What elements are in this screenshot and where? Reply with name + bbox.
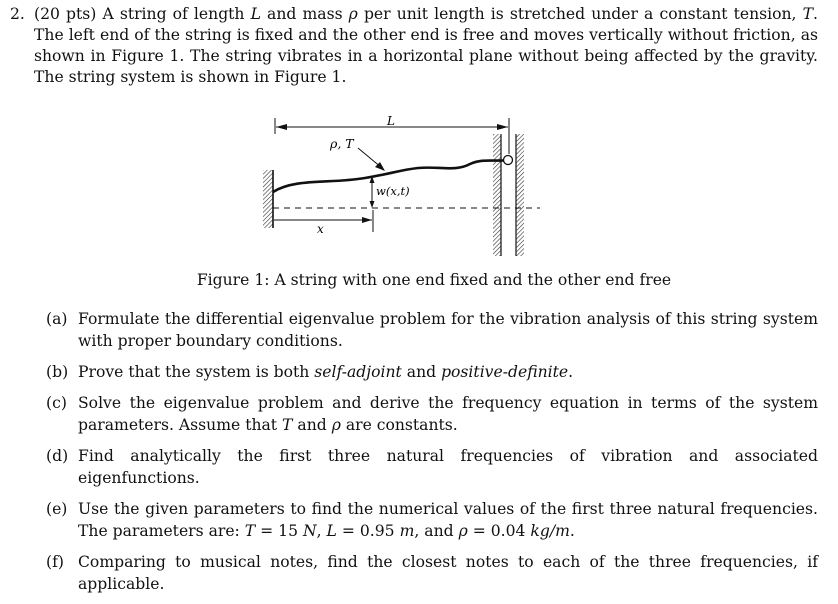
- dim-L-arrow-left: [276, 124, 287, 130]
- rail-left-hatch: [493, 134, 501, 256]
- problem-text: (20 pts) A string of length L and mass ρ per unit length is stretched under a constant tension, T. The left end of the string is fixed and the other end is free and moves vertically without friction, as shown in Figure 1. The string vibrates in a horizontal plane without being affected by the gravity. The string system is shown in Figure 1.: [34, 5, 818, 86]
- problem-number: 2.: [10, 5, 25, 23]
- part-text: Find analytically the first three natural frequencies of vibration and associated eigenfunctions.: [78, 447, 818, 487]
- label-w: w(x,t): [376, 184, 410, 198]
- part-label: (e): [46, 500, 68, 518]
- part-text: Formulate the differential eigenvalue problem for the vibration analysis of this string system with proper boundary conditions.: [78, 310, 818, 350]
- part-label: (d): [46, 447, 69, 465]
- w-arrow-down: [370, 201, 375, 208]
- problem-statement: [10, 4, 818, 88]
- part-b: (b) Prove that the system is both self-adjoint and positive-definite.: [46, 363, 574, 381]
- x-dim-arrow: [362, 217, 372, 223]
- rail-right-hatch: [516, 134, 524, 256]
- part-f: [46, 551, 818, 595]
- part-label: (c): [46, 394, 67, 412]
- parts-list: [46, 308, 818, 604]
- part-text: Comparing to musical notes, find the closest notes to each of the three frequencies, if applicable.: [78, 553, 818, 593]
- string-figure: [240, 112, 560, 272]
- free-end-ring: [504, 156, 513, 165]
- figure-caption: Figure 1: A string with one end fixed and the other end free: [196, 271, 672, 289]
- label-rho-T: ρ, T: [330, 136, 354, 151]
- left-wall-hatch: [263, 170, 273, 228]
- label-x: x: [317, 222, 324, 236]
- string-diagram: [240, 112, 560, 272]
- part-label: (f): [46, 553, 64, 571]
- label-L: L: [387, 114, 395, 128]
- dim-L-arrow-right: [497, 124, 508, 130]
- part-label: (b): [46, 363, 69, 381]
- part-c: (c) Solve the eigenvalue problem and derive the frequency equation in terms of the system parameters. Assume that T and ρ are constants.: [46, 394, 818, 434]
- part-label: (a): [46, 310, 68, 328]
- part-d: [46, 445, 818, 489]
- part-a: [46, 308, 818, 352]
- part-e: (e) Use the given parameters to find the numerical values of the first three natural frequencies. The parameters are: T = 15 N, L = 0.95 m, and ρ = 0.04 kg/m.: [46, 500, 818, 540]
